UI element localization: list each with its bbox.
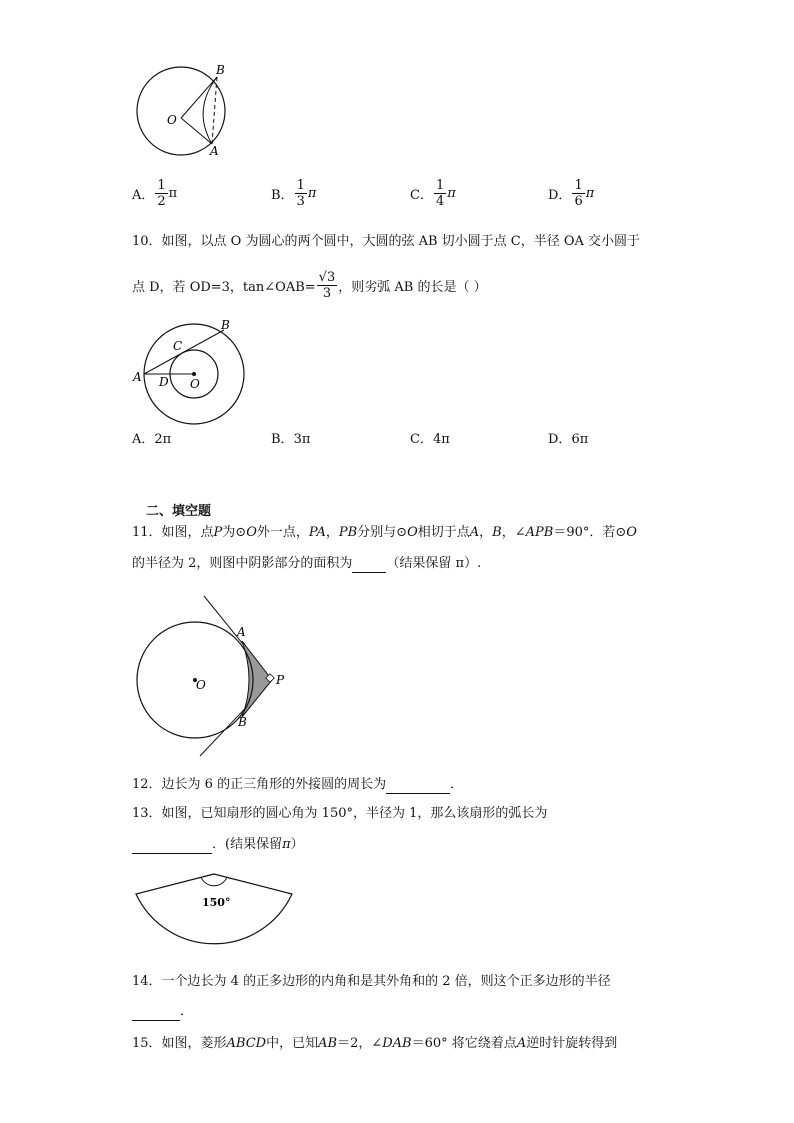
q13-angle-arc xyxy=(201,877,227,886)
q10-figure xyxy=(130,318,250,428)
q10-label-d: D xyxy=(159,375,169,389)
q15-line1 xyxy=(132,1035,617,1053)
q11-figure xyxy=(130,590,300,760)
q9-label-o: O xyxy=(167,113,177,127)
q13-line2 xyxy=(132,836,304,854)
q10-line2-after: ，则劣弧 AB 的长是（ ） xyxy=(338,280,487,295)
q9-radius-ob xyxy=(181,77,217,118)
q9-radius-oa xyxy=(181,118,212,144)
q9-label-b: B xyxy=(216,63,225,77)
q10-option-a xyxy=(132,431,171,449)
q9-option-pi: π xyxy=(168,186,178,201)
q10-option-b xyxy=(271,431,310,449)
q9-option-letter: A． xyxy=(132,188,155,203)
q9-label-a: A xyxy=(210,144,219,158)
text: P xyxy=(213,525,223,540)
option-letter: C． xyxy=(410,432,433,447)
q9-arc xyxy=(203,77,217,144)
text: 15．如图，菱形 xyxy=(132,1036,227,1051)
q9-option-pi: π xyxy=(585,186,595,201)
text: O xyxy=(246,525,257,540)
q11-label-p: P xyxy=(276,673,285,687)
q14-answer-blank[interactable] xyxy=(132,1006,180,1021)
q9-option-fraction xyxy=(434,178,446,209)
text: DAB xyxy=(382,1036,412,1051)
text: B xyxy=(492,525,502,540)
text: ＝2，∠ xyxy=(337,1036,383,1051)
text: ． xyxy=(450,777,464,792)
text: 为⊙ xyxy=(222,525,247,540)
fraction-denominator: 3 xyxy=(296,194,305,209)
text: 中，已知 xyxy=(266,1036,319,1051)
q9-chord-dashed xyxy=(212,77,217,144)
text: APB xyxy=(525,525,554,540)
q12-line xyxy=(132,776,463,794)
q11-label-o: O xyxy=(196,678,206,692)
text: A xyxy=(516,1036,527,1051)
q10-tan-fraction xyxy=(317,270,338,301)
q9-option-a xyxy=(132,178,177,209)
fraction-numerator: 1 xyxy=(435,178,445,193)
q9-option-letter: D． xyxy=(548,188,572,203)
option-value: 4π xyxy=(432,432,450,447)
fraction-denominator: 6 xyxy=(574,194,583,209)
q10-label-b: B xyxy=(221,318,230,332)
text: 11．如图，点 xyxy=(132,525,214,540)
fraction-numerator: 1 xyxy=(157,178,166,193)
q10-chord-ab xyxy=(144,330,224,374)
q11-line2 xyxy=(132,555,481,573)
q10-option-d xyxy=(548,431,588,449)
text: 相切于点 xyxy=(417,525,470,540)
q9-option-d xyxy=(548,178,594,209)
fraction-denominator: 2 xyxy=(157,194,166,209)
text: O xyxy=(626,525,637,540)
text: 分别与⊙ xyxy=(357,525,408,540)
q9-option-letter: C． xyxy=(410,188,433,203)
text: ） xyxy=(290,837,304,852)
q10-line2-before: 点 D，若 OD=3，tan∠OAB= xyxy=(132,280,316,295)
text: 12．边长为 6 的正三角形的外接圆的周长为 xyxy=(132,777,387,792)
q9-option-fraction xyxy=(295,178,307,209)
q9-option-pi: π xyxy=(307,186,317,201)
text: ． xyxy=(180,1004,194,1019)
q9-option-letter: B． xyxy=(271,188,294,203)
text: 外一点， xyxy=(256,525,309,540)
q11-line1 xyxy=(132,524,637,542)
fraction-denominator: 3 xyxy=(322,286,332,301)
text: ， xyxy=(479,525,493,540)
q10-label-c: C xyxy=(173,339,183,353)
q10-line1: 10．如图，以点 O 为圆心的两个圆中，大圆的弦 AB 切小圆于点 C，半径 OA 交小圆于 xyxy=(132,234,641,249)
text: ABCD xyxy=(226,1036,267,1051)
q9-option-b xyxy=(271,178,316,209)
q13-line1: 13．如图，已知扇形的圆心角为 150°，半径为 1，那么该扇形的弧长为 xyxy=(132,806,548,821)
text: A xyxy=(469,525,480,540)
q13-figure xyxy=(130,866,300,958)
text: AB xyxy=(318,1036,338,1051)
q9-option-fraction xyxy=(155,178,167,209)
text: π xyxy=(282,837,291,852)
q9-option-pi: π xyxy=(447,186,456,201)
section-title-fill-in: 二、填空题 xyxy=(146,504,212,519)
option-letter: D． xyxy=(548,432,572,447)
fraction-numerator: 1 xyxy=(574,178,583,193)
text: （结果保留 π）. xyxy=(386,556,482,571)
q10-line2 xyxy=(132,270,487,301)
text: O xyxy=(407,525,418,540)
text: ，∠ xyxy=(501,525,526,540)
q10-option-c xyxy=(410,431,450,449)
text: ．(结果保留 xyxy=(212,837,283,852)
q9-option-c xyxy=(410,178,456,209)
option-letter: A． xyxy=(132,432,155,447)
q10-center-dot xyxy=(192,372,196,376)
fraction-denominator: 4 xyxy=(435,194,445,209)
text: ＝60° 将它绕着点 xyxy=(411,1036,517,1051)
q11-label-a: A xyxy=(237,625,246,639)
text: ＝90°．若⊙ xyxy=(553,525,627,540)
q14-line2 xyxy=(132,1003,193,1021)
option-letter: B． xyxy=(271,432,294,447)
option-value: 6π xyxy=(571,432,589,447)
fraction-numerator: 1 xyxy=(296,178,305,193)
q11-answer-blank[interactable] xyxy=(352,558,386,573)
fraction-numerator: √3 xyxy=(318,270,336,285)
q9-figure xyxy=(130,62,240,162)
q10-label-a: A xyxy=(133,370,142,384)
q13-answer-blank[interactable] xyxy=(132,839,212,854)
q14-line1: 14．一个边长为 4 的正多边形的内角和是其外角和的 2 倍，则这个正多边形的半径 xyxy=(132,974,611,989)
text: PB xyxy=(338,525,358,540)
text: 的半径为 2，则图中阴影部分的面积为 xyxy=(132,556,353,571)
q13-angle-label: 150° xyxy=(202,896,231,909)
q10-label-o: O xyxy=(190,377,200,391)
q9-option-fraction xyxy=(572,178,584,209)
option-value: 3π xyxy=(293,432,311,447)
q11-label-b: B xyxy=(238,715,247,729)
text: PA xyxy=(308,525,326,540)
option-value: 2π xyxy=(154,432,172,447)
text: 逆时针旋转得到 xyxy=(526,1036,618,1051)
q12-answer-blank[interactable] xyxy=(386,779,450,794)
text: ， xyxy=(325,525,339,540)
